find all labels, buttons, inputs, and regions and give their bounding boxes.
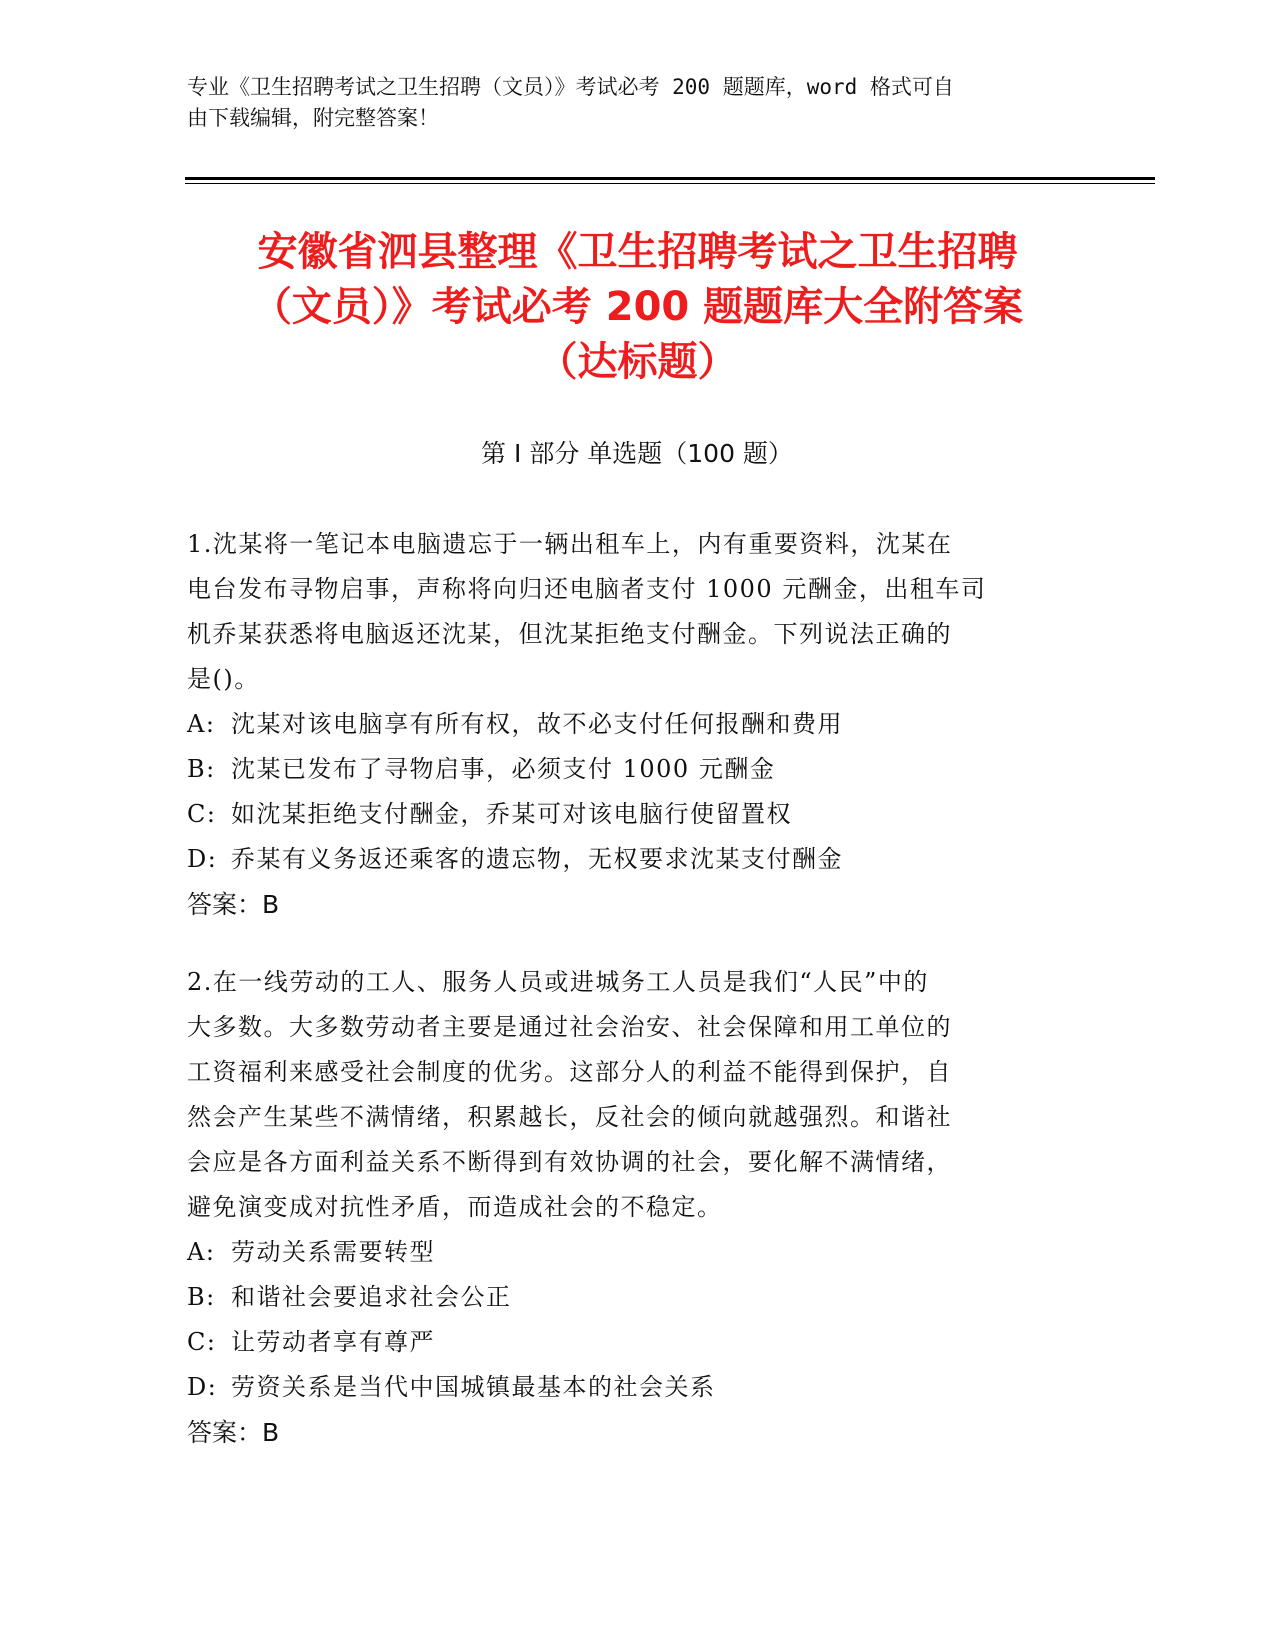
- question-stem-line: 2.在一线劳动的工人、服务人员或进城务工人员是我们“人民”中的: [187, 968, 929, 996]
- question-stem-line: 电台发布寻物启事，声称将向归还电脑者支付 1000 元酬金，出租车司: [187, 575, 987, 603]
- answer-option-b: [187, 1275, 1067, 1320]
- question-stem-line: 大多数。大多数劳动者主要是通过社会治安、社会保障和用工单位的: [187, 1013, 952, 1041]
- question-stem-line: 1.沈某将一笔记本电脑遗忘于一辆出租车上，内有重要资料，沈某在: [187, 530, 953, 558]
- header-note-line: 专业《卫生招聘考试之卫生招聘（文员）》考试必考 200 题题库，word 格式可自: [187, 75, 954, 99]
- question-stem-line: 工资福利来感受社会制度的优劣。这部分人的利益不能得到保护，自: [187, 1058, 952, 1086]
- option-letter: C:: [187, 1328, 217, 1356]
- header-divider: [185, 177, 1155, 180]
- option-text: 沈某对该电脑享有所有权，故不必支付任何报酬和费用: [231, 710, 843, 738]
- header-note-line: 由下载编辑，附完整答案！: [187, 106, 439, 130]
- answer-option-a: [187, 1230, 1067, 1275]
- document-title-line: 安徽省泗县整理《卫生招聘考试之卫生招聘: [257, 229, 1018, 275]
- document-title-line: （达标题）: [537, 339, 738, 385]
- answer-option-b: [187, 747, 1067, 792]
- option-letter: D:: [187, 1373, 218, 1401]
- document-title: [175, 225, 1100, 390]
- answer-key: 答案：B: [187, 890, 280, 919]
- question-stem-line: 机乔某获悉将电脑返还沈某，但沈某拒绝支付酬金。下列说法正确的: [187, 620, 952, 648]
- option-text: 如沈某拒绝支付酬金，乔某可对该电脑行使留置权: [231, 800, 792, 828]
- question-stem-line: 是()。: [187, 665, 260, 693]
- option-letter: B:: [187, 755, 216, 783]
- question-item: [187, 960, 1067, 1455]
- answer-option-d: [187, 837, 1067, 882]
- answer-option-d: [187, 1365, 1067, 1410]
- option-text: 乔某有义务返还乘客的遗忘物，无权要求沈某支付酬金: [231, 845, 843, 873]
- option-letter: D:: [187, 845, 218, 873]
- question-stem-line: 会应是各方面利益关系不断得到有效协调的社会，要化解不满情绪，: [187, 1148, 952, 1176]
- answer-option-a: [187, 702, 1067, 747]
- question-item: [187, 522, 1067, 927]
- answer-key: 答案：B: [187, 1418, 280, 1447]
- answer-option-c: [187, 1320, 1067, 1365]
- option-text: 让劳动者享有尊严: [231, 1328, 435, 1356]
- option-letter: B:: [187, 1283, 216, 1311]
- option-letter: A:: [187, 1238, 216, 1266]
- document-title-line: （文员）》考试必考 200 题题库大全附答案: [251, 284, 1024, 330]
- option-letter: C:: [187, 800, 217, 828]
- question-stem-line: 然会产生某些不满情绪，积累越长，反社会的倾向就越强烈。和谐社: [187, 1103, 952, 1131]
- answer-option-c: [187, 792, 1067, 837]
- option-text: 劳资关系是当代中国城镇最基本的社会关系: [231, 1373, 716, 1401]
- option-text: 沈某已发布了寻物启事，必须支付 1000 元酬金: [231, 755, 776, 783]
- option-text: 劳动关系需要转型: [231, 1238, 435, 1266]
- header-divider-thin: [185, 183, 1155, 184]
- option-letter: A:: [187, 710, 216, 738]
- header-note: [187, 72, 1087, 134]
- option-text: 和谐社会要追求社会公正: [231, 1283, 512, 1311]
- section-heading: 第 I 部分 单选题（100 题）: [481, 439, 793, 468]
- question-stem-line: 避免演变成对抗性矛盾，而造成社会的不稳定。: [187, 1193, 723, 1221]
